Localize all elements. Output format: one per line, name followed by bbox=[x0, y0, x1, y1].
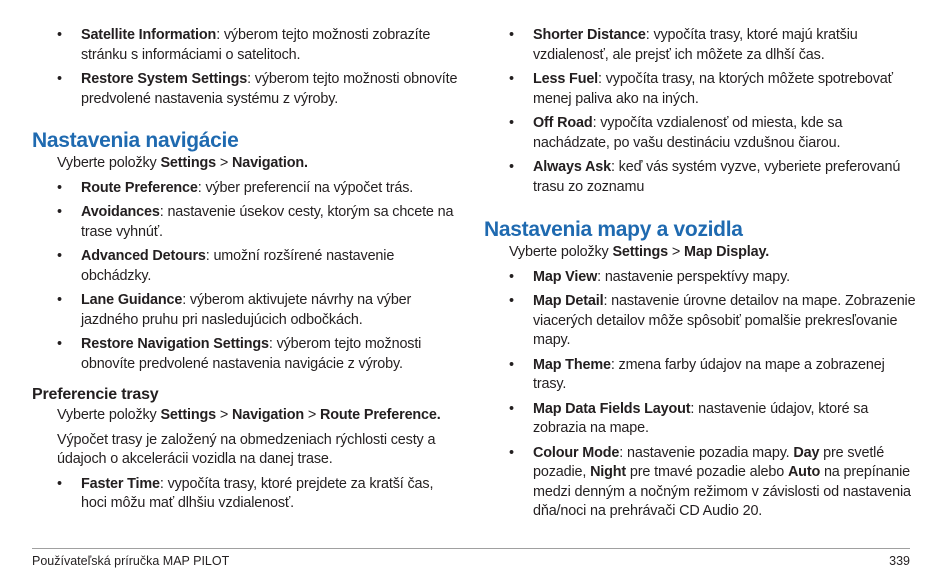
list-item: • Less Fuel: vypočíta trasy, na ktorých môžete spotrebovať menej paliva ako na iných. bbox=[484, 70, 916, 109]
map-settings-intro: Vyberte položky Settings > Map Display. bbox=[509, 244, 770, 260]
map-settings-heading: Nastavenia mapy a vozidla bbox=[484, 218, 743, 241]
route-options-list bbox=[32, 475, 462, 514]
route-calculation-paragraph: Výpočet trasy je založený na obmedzeniach rýchlosti cesty a údajoch o akcelerácii vozidla na danej trase. bbox=[57, 431, 436, 467]
list-item: • Shorter Distance: vypočíta trasy, ktoré majú kratšiu vzdialenosť, ale prejsť ich môžete za dlhší čas. bbox=[484, 26, 916, 65]
map-settings-list bbox=[484, 268, 916, 522]
list-item: • Restore Navigation Settings: výberom tejto možnosti obnovíte predvolené nastavenia navigácie z výroby. bbox=[32, 335, 462, 374]
list-item: • Map Data Fields Layout: nastavenie údajov, ktoré sa zobrazia na mape. bbox=[484, 400, 916, 439]
manual-title: Používateľská príručka MAP PILOT bbox=[32, 554, 230, 568]
list-item: • Map Theme: zmena farby údajov na mape a zobrazenej trasy. bbox=[484, 356, 916, 395]
list-item: • Route Preference: výber preferencií na výpočet trás. bbox=[32, 179, 462, 199]
list-item: • Map Detail: nastavenie úrovne detailov na mape. Zobrazenie viacerých detailov môže spôsobiť pomalšie prekresľovanie mapy. bbox=[484, 292, 916, 351]
system-settings-list bbox=[32, 26, 462, 109]
list-item: • Map View: nastavenie perspektívy mapy. bbox=[484, 268, 916, 288]
list-item: • Colour Mode: nastavenie pozadia mapy. Day pre svetlé pozadie, Night pre tmavé pozadie alebo Auto na prepínanie medzi denným a nočným režimom v závislosti od nastavenia dňa/noci na prehrávači CD Audio 20. bbox=[484, 444, 916, 522]
left-column bbox=[32, 26, 462, 519]
route-preference-heading: Preferencie trasy bbox=[32, 386, 159, 403]
page-footer bbox=[32, 548, 910, 568]
navigation-settings-list bbox=[32, 179, 462, 375]
list-item: • Advanced Detours: umožní rozšírené nastavenie obchádzky. bbox=[32, 247, 462, 286]
route-options-list-continued bbox=[484, 26, 916, 197]
right-column bbox=[484, 26, 916, 527]
list-item: • Always Ask: keď vás systém vyzve, vyberiete preferovanú trasu zo zoznamu bbox=[484, 158, 916, 197]
page-number: 339 bbox=[889, 554, 910, 568]
list-item: • Satellite Information: výberom tejto možnosti zobrazíte stránku s informáciami o satelitoch. bbox=[32, 26, 462, 65]
list-item: • Faster Time: vypočíta trasy, ktoré prejdete za kratší čas, hoci môžu mať dlhšiu vzdialenosť. bbox=[32, 475, 462, 514]
list-item: • Avoidances: nastavenie úsekov cesty, ktorým sa chcete na trase vyhnúť. bbox=[32, 203, 462, 242]
route-preference-intro: Vyberte položky Settings > Navigation > Route Preference. bbox=[57, 407, 441, 423]
list-item: • Restore System Settings: výberom tejto možnosti obnovíte predvolené nastavenia systému z výroby. bbox=[32, 70, 462, 109]
navigation-settings-heading: Nastavenia navigácie bbox=[32, 129, 239, 152]
list-item: • Lane Guidance: výberom aktivujete návrhy na výber jazdného pruhu pri nasledujúcich odbočkách. bbox=[32, 291, 462, 330]
list-item: • Off Road: vypočíta vzdialenosť od miesta, kde sa nachádzate, po vašu destináciu vzdušnou čiarou. bbox=[484, 114, 916, 153]
navigation-intro: Vyberte položky Settings > Navigation. bbox=[57, 155, 308, 171]
